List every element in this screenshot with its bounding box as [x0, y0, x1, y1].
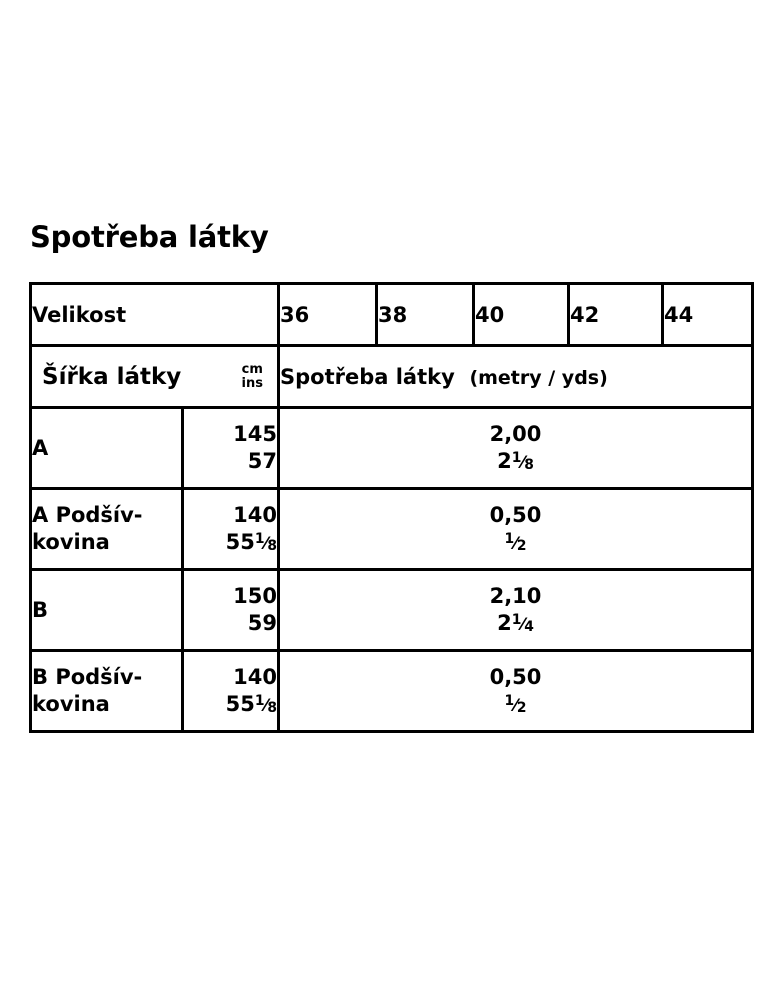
- amount-a: [279, 408, 753, 489]
- amount-b-yards-num: 1: [511, 612, 522, 629]
- amount-b-yards-whole: 2: [497, 611, 512, 635]
- fabric-width-header-cell: [31, 346, 279, 408]
- size-header-label: Velikost: [31, 284, 279, 346]
- fabric-width-a-lining-ins: $55^1⁄_8$: [225, 530, 277, 554]
- fabric-name-b-lining-line1: B Podšív-: [32, 665, 143, 690]
- fabric-width-b-lining-ins-num: 1: [254, 693, 265, 710]
- fabric-width-b-lining-cm: 140: [233, 665, 277, 690]
- fabric-width-b-lining-ins-whole: 55: [225, 692, 255, 716]
- consumption-header-label: Spotřeba látky: [280, 364, 455, 389]
- fabric-width-b-lining-ins-den: 8: [267, 699, 277, 716]
- size-cell-42: 42: [569, 284, 663, 346]
- amount-b-lining-yards: $^1⁄_2$: [504, 693, 527, 716]
- fabric-width-b: [183, 570, 279, 651]
- consumption-header-units: (metry / yds): [469, 366, 608, 389]
- amount-b-meters: 2,10: [489, 584, 542, 609]
- amount-b-lining-yards-den: 2: [516, 699, 527, 716]
- fabric-width-a-ins: 57: [247, 449, 277, 473]
- size-cell-38: 38: [377, 284, 474, 346]
- amount-a-lining-yards-den: 2: [516, 537, 527, 554]
- amount-a-meters: 2,00: [489, 422, 542, 447]
- fabric-width-a: [183, 408, 279, 489]
- table-row: [31, 408, 753, 489]
- table-row-width-header: [31, 346, 753, 408]
- fabric-width-a-lining: [183, 489, 279, 570]
- unit-ins: ins: [241, 375, 263, 391]
- table-row: [31, 570, 753, 651]
- fabric-width-a-lining-cm: 140: [233, 503, 277, 528]
- amount-a-lining-yards: $^1⁄_2$: [504, 531, 527, 554]
- amount-b-lining-meters: 0,50: [489, 665, 542, 690]
- amount-b-yards: $2^1⁄_4$: [497, 611, 534, 635]
- amount-b: [279, 570, 753, 651]
- table-row-sizes: [31, 284, 753, 346]
- size-cell-36: 36: [279, 284, 377, 346]
- amount-b-lining: [279, 651, 753, 732]
- fabric-name-a-lining: [31, 489, 183, 570]
- fabric-width-a-lining-ins-whole: 55: [225, 530, 255, 554]
- size-cell-40: 40: [474, 284, 569, 346]
- fabric-width-a-cm: 145: [233, 422, 277, 447]
- amount-a-lining-yards-num: 1: [504, 531, 515, 548]
- table-row: [31, 489, 753, 570]
- fabric-name-a-lining-line2: kovina: [32, 530, 110, 554]
- fabric-name-b-lining-line2: kovina: [32, 692, 110, 716]
- fabric-width-b-cm: 150: [233, 584, 277, 609]
- fabric-name-a-line1: A: [32, 435, 49, 460]
- unit-labels: [242, 363, 277, 390]
- amount-a-lining-meters: 0,50: [489, 503, 542, 528]
- fabric-width-label: Šířka látky: [42, 363, 182, 390]
- fabric-width-header-inner: [32, 363, 277, 390]
- consumption-header-cell: [279, 346, 753, 408]
- amount-a-yards: $2^1⁄_8$: [497, 449, 534, 473]
- page-title: Spotřeba látky: [30, 220, 269, 254]
- fabric-name-a: [31, 408, 183, 489]
- unit-cm: cm: [241, 361, 263, 377]
- fabric-name-b: [31, 570, 183, 651]
- amount-a-lining: [279, 489, 753, 570]
- amount-b-yards-den: 4: [524, 618, 534, 635]
- fabric-width-b-lining: [183, 651, 279, 732]
- fabric-requirements-table: [29, 282, 754, 733]
- fabric-name-a-lining-line1: A Podšív-: [32, 503, 143, 528]
- fabric-width-a-lining-ins-num: 1: [254, 531, 265, 548]
- fabric-name-b-line1: B: [32, 597, 49, 622]
- fabric-name-b-lining: [31, 651, 183, 732]
- amount-a-yards-den: 8: [524, 456, 534, 473]
- amount-b-lining-yards-num: 1: [504, 693, 515, 710]
- size-cell-44: 44: [663, 284, 753, 346]
- fabric-width-a-lining-ins-den: 8: [267, 537, 277, 554]
- table-row: [31, 651, 753, 732]
- fabric-width-b-ins: 59: [247, 611, 277, 635]
- fabric-requirements-table-wrapper: [29, 282, 751, 733]
- fabric-width-b-lining-ins: $55^1⁄_8$: [225, 692, 277, 716]
- amount-a-yards-num: 1: [511, 450, 522, 467]
- amount-a-yards-whole: 2: [497, 449, 512, 473]
